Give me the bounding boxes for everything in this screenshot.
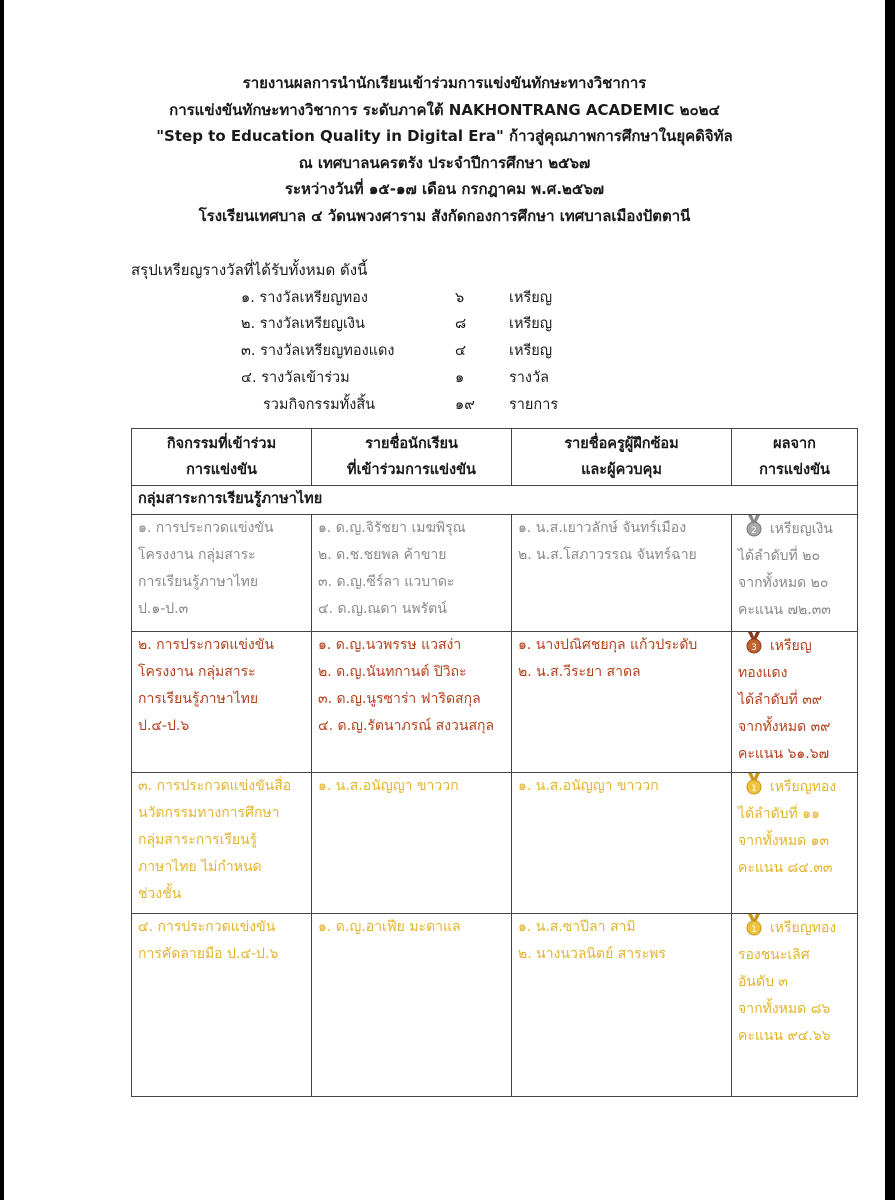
table-row bbox=[132, 515, 858, 632]
silver-medal-icon bbox=[744, 515, 764, 537]
header-line-4: ณ เทศบาลนครตรัง ประจำปีการศึกษา ๒๕๖๗ bbox=[298, 153, 591, 172]
summary-count: ๘ bbox=[455, 316, 467, 332]
summary-unit: รายการ bbox=[509, 397, 559, 413]
results-table bbox=[131, 428, 858, 1097]
gold-medal-icon bbox=[744, 914, 764, 936]
header-students: รายชื่อนักเรียน ที่เข้าร่วมการแข่งขัน bbox=[312, 429, 512, 486]
teachers-cell: ๑. น.ส.ซาปีลา สามิ ๒. นางนวลนิตย์ สาระพร bbox=[512, 914, 732, 1097]
activity-cell: ๒. การประกวดแข่งขัน โครงงาน กลุ่มสาระ การเรียนรู้ภาษาไทย ป.๔-ป.๖ bbox=[132, 632, 312, 773]
summary-unit: รางวัล bbox=[509, 370, 550, 386]
table-row bbox=[132, 773, 858, 914]
activity-cell: ๑. การประกวดแข่งขัน โครงงาน กลุ่มสาระ การเรียนรู้ภาษาไทย ป.๑-ป.๓ bbox=[132, 515, 312, 632]
teachers-cell: ๑. น.ส.อนัญญา ขาววก bbox=[512, 773, 732, 914]
summary-count: ๔ bbox=[455, 343, 466, 359]
summary-unit: เหรียญ bbox=[509, 343, 553, 359]
summary-title: สรุปเหรียญรางวัลที่ได้รับทั้งหมด ดังนี้ bbox=[131, 261, 368, 279]
header-line-5: ระหว่างวันที่ ๑๕-๑๗ เดือน กรกฎาคม พ.ศ.๒๕๖๗ bbox=[284, 180, 605, 198]
header-line-1: รายงานผลการนำนักเรียนเข้าร่วมการแข่งขันทักษะทางวิชาการ bbox=[242, 74, 647, 92]
svg-text:3: 3 bbox=[751, 643, 757, 653]
group-label: กลุ่มสาระการเรียนรู้ภาษาไทย bbox=[132, 486, 858, 515]
summary-label: ๒. รางวัลเหรียญเงิน bbox=[241, 316, 365, 332]
summary-count: ๖ bbox=[455, 290, 465, 306]
document-page bbox=[4, 0, 885, 1200]
svg-text:1: 1 bbox=[751, 784, 757, 794]
gold-medal-icon bbox=[744, 773, 764, 795]
table-row bbox=[132, 914, 858, 1097]
svg-text:1: 1 bbox=[751, 925, 757, 935]
students-cell: ๑. น.ส.อนัญญา ขาววก bbox=[312, 773, 512, 914]
group-row bbox=[132, 486, 858, 515]
header-line-6: โรงเรียนเทศบาล ๔ วัดนพวงศาราม สังกัดกองการศึกษา เทศบาลเมืองปัตตานี bbox=[198, 206, 691, 225]
teachers-cell: ๑. นางปณิศชยกุล แก้วประดับ ๒. น.ส.วีระยา สาดล bbox=[512, 632, 732, 773]
result-cell: 2 เหรียญเงิน ได้ลำดับที่ ๒๐ จากทั้งหมด ๒๐ คะแนน ๗๒.๓๓ bbox=[732, 515, 858, 632]
summary-label: ๔. รางวัลเข้าร่วม bbox=[241, 370, 350, 386]
summary-label: ๑. รางวัลเหรียญทอง bbox=[241, 290, 368, 306]
summary-label: ๓. รางวัลเหรียญทองแดง bbox=[241, 343, 395, 359]
activity-cell: ๓. การประกวดแข่งขันสื่อ นวัตกรรมทางการศึกษา กลุ่มสาระการเรียนรู้ ภาษาไทย ไม่กำหนด ช่วงชั้น bbox=[132, 773, 312, 914]
summary-unit: เหรียญ bbox=[509, 290, 553, 306]
result-cell: 3 เหรียญ ทองแดง ได้ลำดับที่ ๓๙ จากทั้งหมด ๓๙ คะแนน ๖๑.๖๗ bbox=[732, 632, 858, 773]
svg-text:2: 2 bbox=[751, 526, 757, 536]
students-cell: ๑. ด.ญ.อาเฟีย มะดาแล bbox=[312, 914, 512, 1097]
result-cell: 1 เหรียญทอง ได้ลำดับที่ ๑๑ จากทั้งหมด ๑๓ คะแนน ๘๔.๓๓ bbox=[732, 773, 858, 914]
students-cell: ๑. ด.ญ.จิรัชยา เมฆพิรุณ ๒. ด.ช.ชยพล ค้าขาย ๓. ด.ญ.ซีร์ลา แวบาดะ ๔. ด.ญ.ณดา นพรัตน์ bbox=[312, 515, 512, 632]
students-cell: ๑. ด.ญ.นวพรรษ แวสง่า ๒. ด.ญ.นันทกานต์ ปิวิถะ ๓. ด.ญ.นูรซาร่า ฟาริดสกุล ๔. ด.ญ.รัตนาภรณ์ สงวนสกุล bbox=[312, 632, 512, 773]
result-cell: 1 เหรียญทอง รองชนะเลิศ อันดับ ๓ จากทั้งหมด ๘๖ คะแนน ๙๔.๖๖ bbox=[732, 914, 858, 1097]
teachers-cell: ๑. น.ส.เยาวลักษ์ จันทร์เมือง ๒. น.ส.โสภาวรรณ จันทร์ฉาย bbox=[512, 515, 732, 632]
summary-count: ๑ bbox=[455, 370, 465, 386]
header-line-2: การแข่งขันทักษะทางวิชาการ ระดับภาคใต้ NAKHONTRANG ACADEMIC ๒๐๒๔ bbox=[169, 100, 720, 119]
summary-count: ๑๙ bbox=[455, 397, 475, 413]
bronze-medal-icon bbox=[744, 632, 764, 654]
summary-label: รวมกิจกรรมทั้งสิ้น bbox=[263, 397, 376, 413]
table-row bbox=[132, 632, 858, 773]
header-result: ผลจาก การแข่งขัน bbox=[732, 429, 858, 486]
table-header-row bbox=[132, 429, 858, 486]
activity-cell: ๔. การประกวดแข่งขัน การคัดลายมือ ป.๔-ป.๖ bbox=[132, 914, 312, 1097]
report-header bbox=[4, 70, 885, 229]
summary-unit: เหรียญ bbox=[509, 316, 553, 332]
header-activity: กิจกรรมที่เข้าร่วม การแข่งขัน bbox=[132, 429, 312, 486]
header-line-3: "Step to Education Quality in Digital Era" ก้าวสู่คุณภาพการศึกษาในยุคดิจิทัล bbox=[156, 127, 733, 145]
header-teachers: รายชื่อครูผู้ฝึกซ้อม และผู้ควบคุม bbox=[512, 429, 732, 486]
